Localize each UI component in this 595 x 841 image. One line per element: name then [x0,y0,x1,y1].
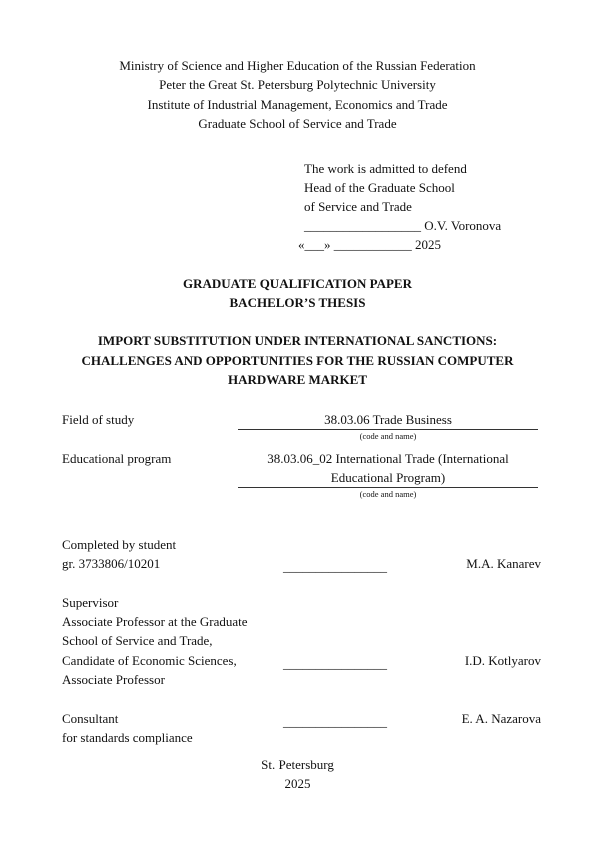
thesis-title-line-3: HARDWARE MARKET [227,372,368,387]
thesis-title-line-1: IMPORT SUBSTITUTION UNDER INTERNATIONAL SANCTIONS: [97,333,498,348]
footer-year: 2025 [284,776,311,791]
university-line: Peter the Great St. Petersburg Polytechnic University [159,77,436,92]
educational-program-rule [238,487,538,488]
paper-subtype: BACHELOR’S THESIS [229,295,366,310]
supervisor-signature-blank: ________________ [283,656,387,671]
educational-program-caption: (code and name) [359,489,417,499]
educational-program-value-line-1: 38.03.06_02 International Trade (International [267,451,509,466]
educational-program-value-line-2: Educational Program) [330,470,446,485]
field-of-study-value: 38.03.06 Trade Business [324,412,452,427]
educational-program-label: Educational program [62,451,172,466]
paper-type: GRADUATE QUALIFICATION PAPER [183,276,412,291]
field-of-study-caption: (code and name) [359,431,417,441]
field-of-study-rule [238,429,538,430]
thesis-title-line-2: CHALLENGES AND OPPORTUNITIES FOR THE RUSSIAN COMPUTER [81,353,514,368]
consultant-role: for standards compliance [62,730,193,745]
admission-line-1: The work is admitted to defend [304,161,467,176]
admission-line-2: Head of the Graduate School [304,180,455,195]
consultant-signature-blank: ________________ [283,714,387,729]
institute-line: Institute of Industrial Management, Economics and Trade [147,97,448,112]
consultant-label: Consultant [62,711,119,726]
supervisor-name: I.D. Kotlyarov [464,653,541,668]
admission-signature-line: __________________ O.V. Voronova [304,218,502,233]
supervisor-position-line-2: School of Service and Trade, [62,633,213,648]
admission-line-3: of Service and Trade [304,199,412,214]
student-signature-blank: ________________ [283,559,387,574]
supervisor-rank: Associate Professor [62,672,165,687]
field-of-study-label: Field of study [62,412,135,427]
supervisor-label: Supervisor [62,595,119,610]
ministry-line: Ministry of Science and Higher Education of the Russian Federation [119,58,476,73]
footer-city: St. Petersburg [261,757,334,772]
supervisor-position-line-1: Associate Professor at the Graduate [62,614,248,629]
admission-date-line: «___» ____________ 2025 [298,237,441,252]
school-line: Graduate School of Service and Trade [198,116,397,131]
student-name: M.A. Kanarev [466,556,541,571]
student-group: gr. 3733806/10201 [62,556,161,571]
supervisor-degree: Candidate of Economic Sciences, [62,653,237,668]
student-label: Completed by student [62,537,177,552]
consultant-name: E. A. Nazarova [461,711,541,726]
